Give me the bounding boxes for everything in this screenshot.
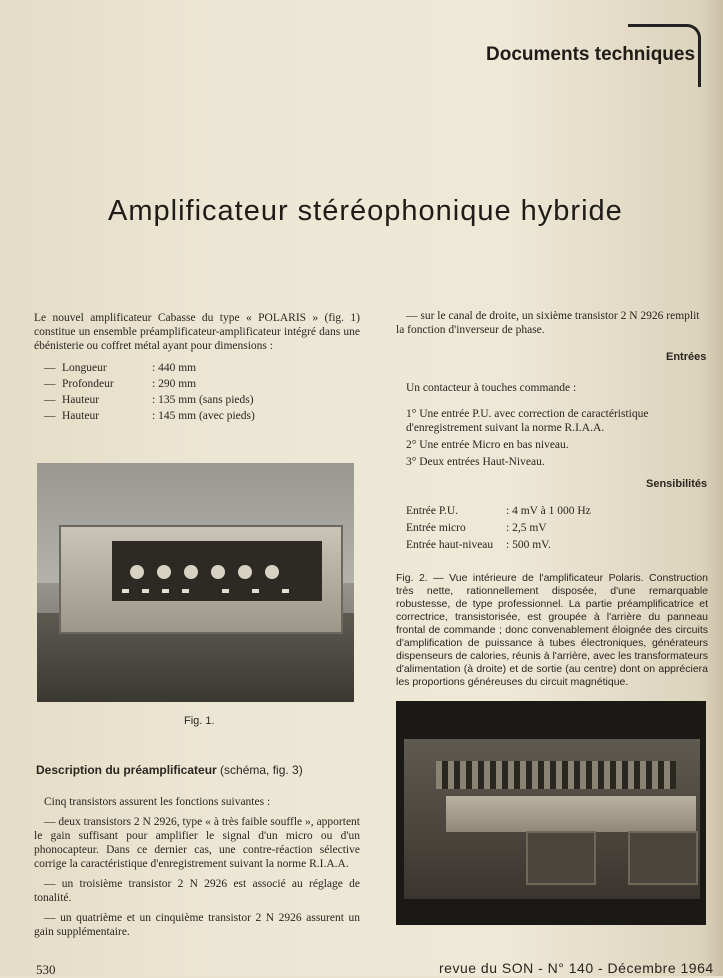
- entrees-heading: Entrées: [666, 351, 707, 363]
- dash: —: [44, 362, 56, 374]
- figure-2-caption: Fig. 2. — Vue intérieure de l'amplificateur Polaris. Construction très nette, rationnellement disposée, d'une remarquable robustesse, de type professionnel. La partie préamplificatrice et correctrice, transistorisée, est groupée à l'arrière du panneau frontal de commande ; donc convenablement éloignée des circuits d'amplification de puissance à tubes électroniques, générateurs dispenseurs de calories, réunis à l'arrière, avec les transformateurs d'alimentation (à droite) et de sortie (au centre) dont on appréciera les proportions généreuses du circuit magnétique.: [396, 572, 708, 688]
- sensitivity-row: [406, 537, 591, 554]
- sensitivity-value: : 500 mV.: [506, 539, 551, 551]
- paragraph: 1° Une entrée P.U. avec correction de caractéristique d'enregistrement suivant la norme R.I.A.A.: [406, 408, 649, 434]
- dimensions-list: [44, 360, 255, 424]
- sensitivity-value: : 2,5 mV: [506, 522, 547, 534]
- paragraph: Cinq transistors assurent les fonctions suivantes :: [44, 796, 271, 808]
- sensibilites-heading: Sensibilités: [646, 478, 708, 490]
- preamp-description: [34, 795, 360, 945]
- dash: —: [44, 378, 56, 390]
- preamp-heading: [36, 763, 303, 777]
- power-transformer: [628, 831, 698, 885]
- figure-1-photo: [37, 463, 354, 702]
- dimension-row: [44, 376, 255, 392]
- output-transformer: [526, 831, 596, 885]
- chassis-plate: [446, 796, 696, 832]
- dimension-row: [44, 408, 255, 424]
- figure-2-photo: [396, 701, 706, 925]
- sensitivity-label: Entrée P.U.: [406, 505, 459, 517]
- paragraph: 3° Deux entrées Haut-Niveau.: [406, 456, 545, 468]
- dimension-value: : 440 mm: [152, 362, 197, 374]
- push-button: [252, 589, 259, 593]
- sensitivity-label: Entrée haut-niveau: [406, 539, 494, 551]
- sensitivity-label: Entrée micro: [406, 522, 466, 534]
- sensitivities-list: [406, 503, 591, 554]
- dimension-value: : 290 mm: [152, 378, 197, 390]
- paragraph: Un contacteur à touches commande :: [406, 382, 577, 394]
- dash: —: [44, 394, 56, 406]
- article-title: Amplificateur stéréophonique hybride: [108, 195, 623, 227]
- dimension-label: Longueur: [62, 362, 107, 374]
- push-button: [162, 589, 169, 593]
- paragraph: 2° Une entrée Micro en bas niveau.: [406, 439, 569, 451]
- preamp-heading-rest: (schéma, fig. 3): [216, 763, 303, 777]
- knob: [184, 565, 198, 579]
- journal-footer: revue du SON - N° 140 - Décembre 1964: [439, 960, 714, 976]
- dimension-label: Hauteur: [62, 394, 100, 406]
- dimension-label: Hauteur: [62, 410, 100, 422]
- inputs-list: [406, 381, 706, 472]
- figure-1-caption: Fig. 1.: [184, 715, 215, 727]
- dimension-value: : 145 mm (avec pieds): [152, 410, 255, 422]
- push-button: [182, 589, 189, 593]
- dash: —: [44, 410, 56, 422]
- section-tag: Documents techniques: [486, 44, 696, 65]
- preamp-heading-bold: Description du préamplificateur: [36, 763, 217, 777]
- dimension-value: : 135 mm (sans pieds): [152, 394, 254, 406]
- page-number: 530: [36, 962, 56, 977]
- intro-paragraph: Le nouvel amplificateur Cabasse du type « POLARIS » (fig. 1) constitue un ensemble préamplificateur-amplificateur intégré dans une ébénisterie ou coffret métal ayant pour dimensions :: [34, 312, 360, 352]
- tube-row: [436, 761, 676, 789]
- amplifier-front-panel: [112, 541, 322, 601]
- paragraph: — un troisième transistor 2 N 2926 est associé au réglage de tonalité.: [34, 878, 360, 904]
- paragraph: — deux transistors 2 N 2926, type « à très faible souffle », apportent le gain suffisant pour amplifier le signal d'un micro ou d'un phonocapteur. Dans ce dernier cas, une contre-réaction sélective corrige la caractéristique d'enregistrement suivant la norme R.I.A.A.: [34, 816, 360, 870]
- dimension-row: [44, 392, 255, 408]
- push-button: [142, 589, 149, 593]
- knob: [265, 565, 279, 579]
- dimension-row: [44, 360, 255, 376]
- knob: [238, 565, 252, 579]
- push-button: [122, 589, 129, 593]
- sensitivity-row: [406, 503, 591, 520]
- phase-inverter-paragraph: — sur le canal de droite, un sixième transistor 2 N 2926 remplit la fonction d'inverseur de phase.: [396, 310, 700, 336]
- sensitivity-row: [406, 520, 591, 537]
- knob: [157, 565, 171, 579]
- sensitivity-value: : 4 mV à 1 000 Hz: [506, 505, 591, 517]
- dimension-label: Profondeur: [62, 378, 114, 390]
- paragraph: — un quatrième et un cinquième transistor 2 N 2926 assurent un gain supplémentaire.: [34, 912, 360, 938]
- push-button: [222, 589, 229, 593]
- knob: [130, 565, 144, 579]
- push-button: [282, 589, 289, 593]
- knob: [211, 565, 225, 579]
